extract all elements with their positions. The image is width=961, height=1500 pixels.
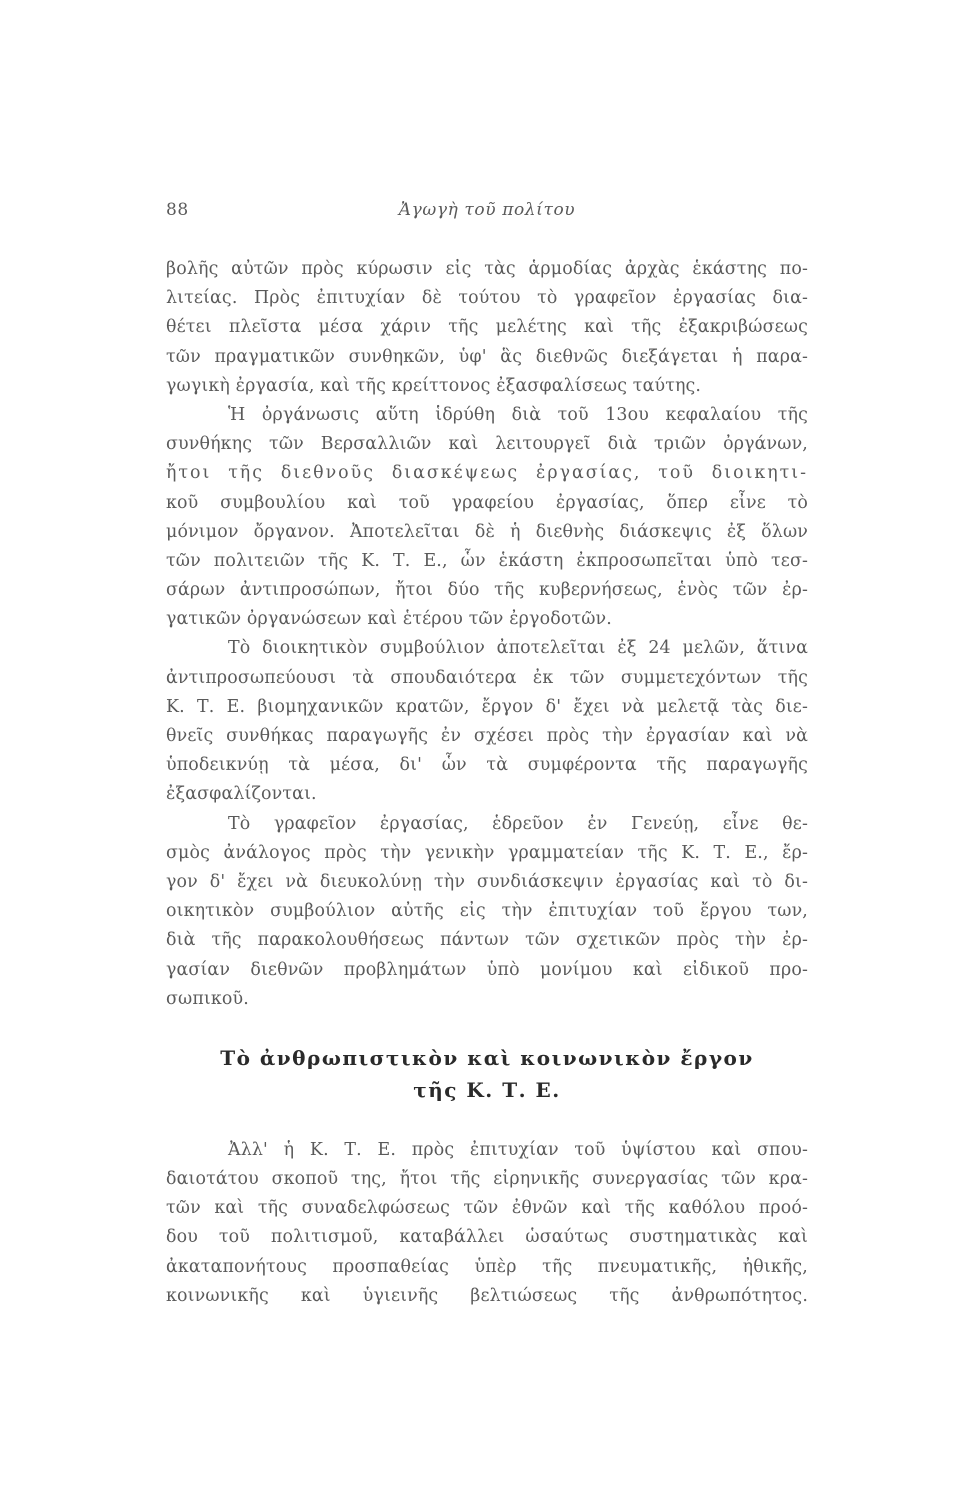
text-line: κοῦ συμβουλίου καὶ τοῦ γραφείου ἐργασίας, ὅπερ εἶνε τὸ bbox=[166, 492, 808, 513]
text-line: γατικῶν ὀργανώσεων καὶ ἑτέρου τῶν ἐργοδοτῶν. bbox=[166, 609, 612, 630]
running-title: Ἀγωγὴ τοῦ πολίτου bbox=[398, 200, 576, 220]
text-line: σωπικοῦ. bbox=[166, 988, 249, 1009]
text-line: θέτει πλεῖστα μέσα χάριν τῆς μελέτης καὶ τῆς ἐξακριβώσεως bbox=[166, 317, 808, 338]
text-line: τῶν πολιτειῶν τῆς Κ. Τ. Ε., ὧν ἑκάστη ἐκπροσωπεῖται ὑπὸ τεσ- bbox=[166, 550, 808, 571]
text-line: Ἀλλ' ἡ Κ. Τ. Ε. πρὸς ἐπιτυχίαν τοῦ ὑψίστου καὶ σπου- bbox=[228, 1139, 808, 1160]
paragraph-2 bbox=[166, 401, 808, 635]
text-line: γον δ' ἔχει νὰ διευκολύνῃ τὴν συνδιάσκεψιν ἐργασίας καὶ τὸ δι- bbox=[166, 871, 808, 892]
body-text bbox=[166, 255, 808, 1311]
paragraph-3 bbox=[166, 634, 808, 809]
text-line: μόνιμον ὄργανον. Ἀποτελεῖται δὲ ἡ διεθνὴς διάσκεψις ἐξ ὅλων bbox=[166, 521, 808, 542]
text-line: Κ. Τ. Ε. βιομηχανικῶν κρατῶν, ἔργον δ' ἔχει νὰ μελετᾷ τὰς διε- bbox=[166, 696, 808, 717]
text-line: δαιοτάτου σκοποῦ της, ἤτοι τῆς εἰρηνικῆς συνεργασίας τῶν κρα- bbox=[166, 1169, 808, 1190]
text-line: θνεῖς συνθήκας παραγωγῆς ἐν σχέσει πρὸς τὴν ἐργασίαν καὶ νὰ bbox=[166, 726, 808, 746]
text-line: σάρων ἀντιπροσώπων, ἤτοι δύο τῆς κυβερνήσεως, ἑνὸς τῶν ἐρ- bbox=[166, 580, 808, 601]
text-line: διὰ τῆς παρακολουθήσεως πάντων τῶν σχετικῶν πρὸς τὴν ἐρ- bbox=[166, 930, 808, 951]
text-line: γασίαν διεθνῶν προβλημάτων ὑπὸ μονίμου καὶ εἰδικοῦ προ- bbox=[166, 959, 808, 980]
text-line: Τὸ γραφεῖον ἐργασίας, ἑδρεῦον ἐν Γενεύῃ, εἶνε θε- bbox=[228, 813, 808, 834]
page-number: 88 bbox=[166, 200, 189, 220]
paragraph-5 bbox=[166, 1136, 808, 1311]
text-line: ἀκαταπονήτους προσπαθείας ὑπὲρ τῆς πνευματικῆς, ἠθικῆς, bbox=[166, 1256, 808, 1277]
text-line: ἐξασφαλίζονται. bbox=[166, 784, 317, 805]
text-line: κοινωνικῆς καὶ ὑγιεινῆς βελτιώσεως τῆς ἀνθρωπότητος. bbox=[166, 1285, 808, 1306]
section-heading-line: Τὸ ἀνθρωπιστικὸν καὶ κοινωνικὸν ἔργον bbox=[220, 1045, 754, 1070]
paragraph-1 bbox=[166, 255, 808, 401]
text-line: ὑποδεικνύῃ τὰ μέσα, δι' ὧν τὰ συμφέροντα τῆς παραγωγῆς bbox=[166, 755, 808, 776]
text-line: ἀντιπροσωπεύουσι τὰ σπουδαιότερα ἐκ τῶν συμμετεχόντων τῆς bbox=[166, 667, 808, 688]
text-line: Τὸ διοικητικὸν συμβούλιον ἀποτελεῖται ἐξ 24 μελῶν, ἅτινα bbox=[228, 638, 808, 659]
text-line: λιτείας. Πρὸς ἐπιτυχίαν δὲ τούτου τὸ γραφεῖον ἐργασίας δια- bbox=[166, 288, 808, 309]
text-line: οικητικὸν συμβούλιον αὐτῆς εἰς τὴν ἐπιτυχίαν τοῦ ἔργου των, bbox=[166, 901, 808, 922]
text-line: τῶν πραγματικῶν συνθηκῶν, ὑφ' ἃς διεθνῶς διεξάγεται ἡ παρα- bbox=[166, 346, 808, 367]
text-line: γωγικὴ ἐργασία, καὶ τῆς κρείττονος ἐξασφαλίσεως ταύτης. bbox=[166, 375, 702, 396]
section-heading bbox=[166, 1042, 808, 1106]
text-line: συνθήκης τῶν Βερσαλλιῶν καὶ λειτουργεῖ διὰ τριῶν ὀργάνων, bbox=[166, 434, 808, 455]
text-line: ἤτοι τῆς διεθνοῦς διασκέψεως ἐργασίας, τοῦ διοικητι- bbox=[166, 463, 808, 484]
section-heading-line: τῆς Κ. Τ. Ε. bbox=[413, 1077, 561, 1102]
text-line: Ἡ ὀργάνωσις αὕτη ἱδρύθη διὰ τοῦ 13ου κεφαλαίου τῆς bbox=[228, 404, 808, 425]
text-line: δου τοῦ πολιτισμοῦ, καταβάλλει ὡσαύτως συστηματικὰς καὶ bbox=[166, 1227, 808, 1248]
text-line: σμὸς ἀνάλογος πρὸς τὴν γενικὴν γραμματείαν τῆς Κ. Τ. Ε., ἔρ- bbox=[166, 842, 808, 863]
paragraph-4 bbox=[166, 810, 808, 1014]
running-head bbox=[166, 200, 808, 228]
text-line: βολῆς αὐτῶν πρὸς κύρωσιν εἰς τὰς ἁρμοδίας ἀρχὰς ἑκάστης πο- bbox=[166, 259, 808, 279]
text-line: τῶν καὶ τῆς συναδελφώσεως τῶν ἐθνῶν καὶ τῆς καθόλου προό- bbox=[166, 1198, 808, 1219]
